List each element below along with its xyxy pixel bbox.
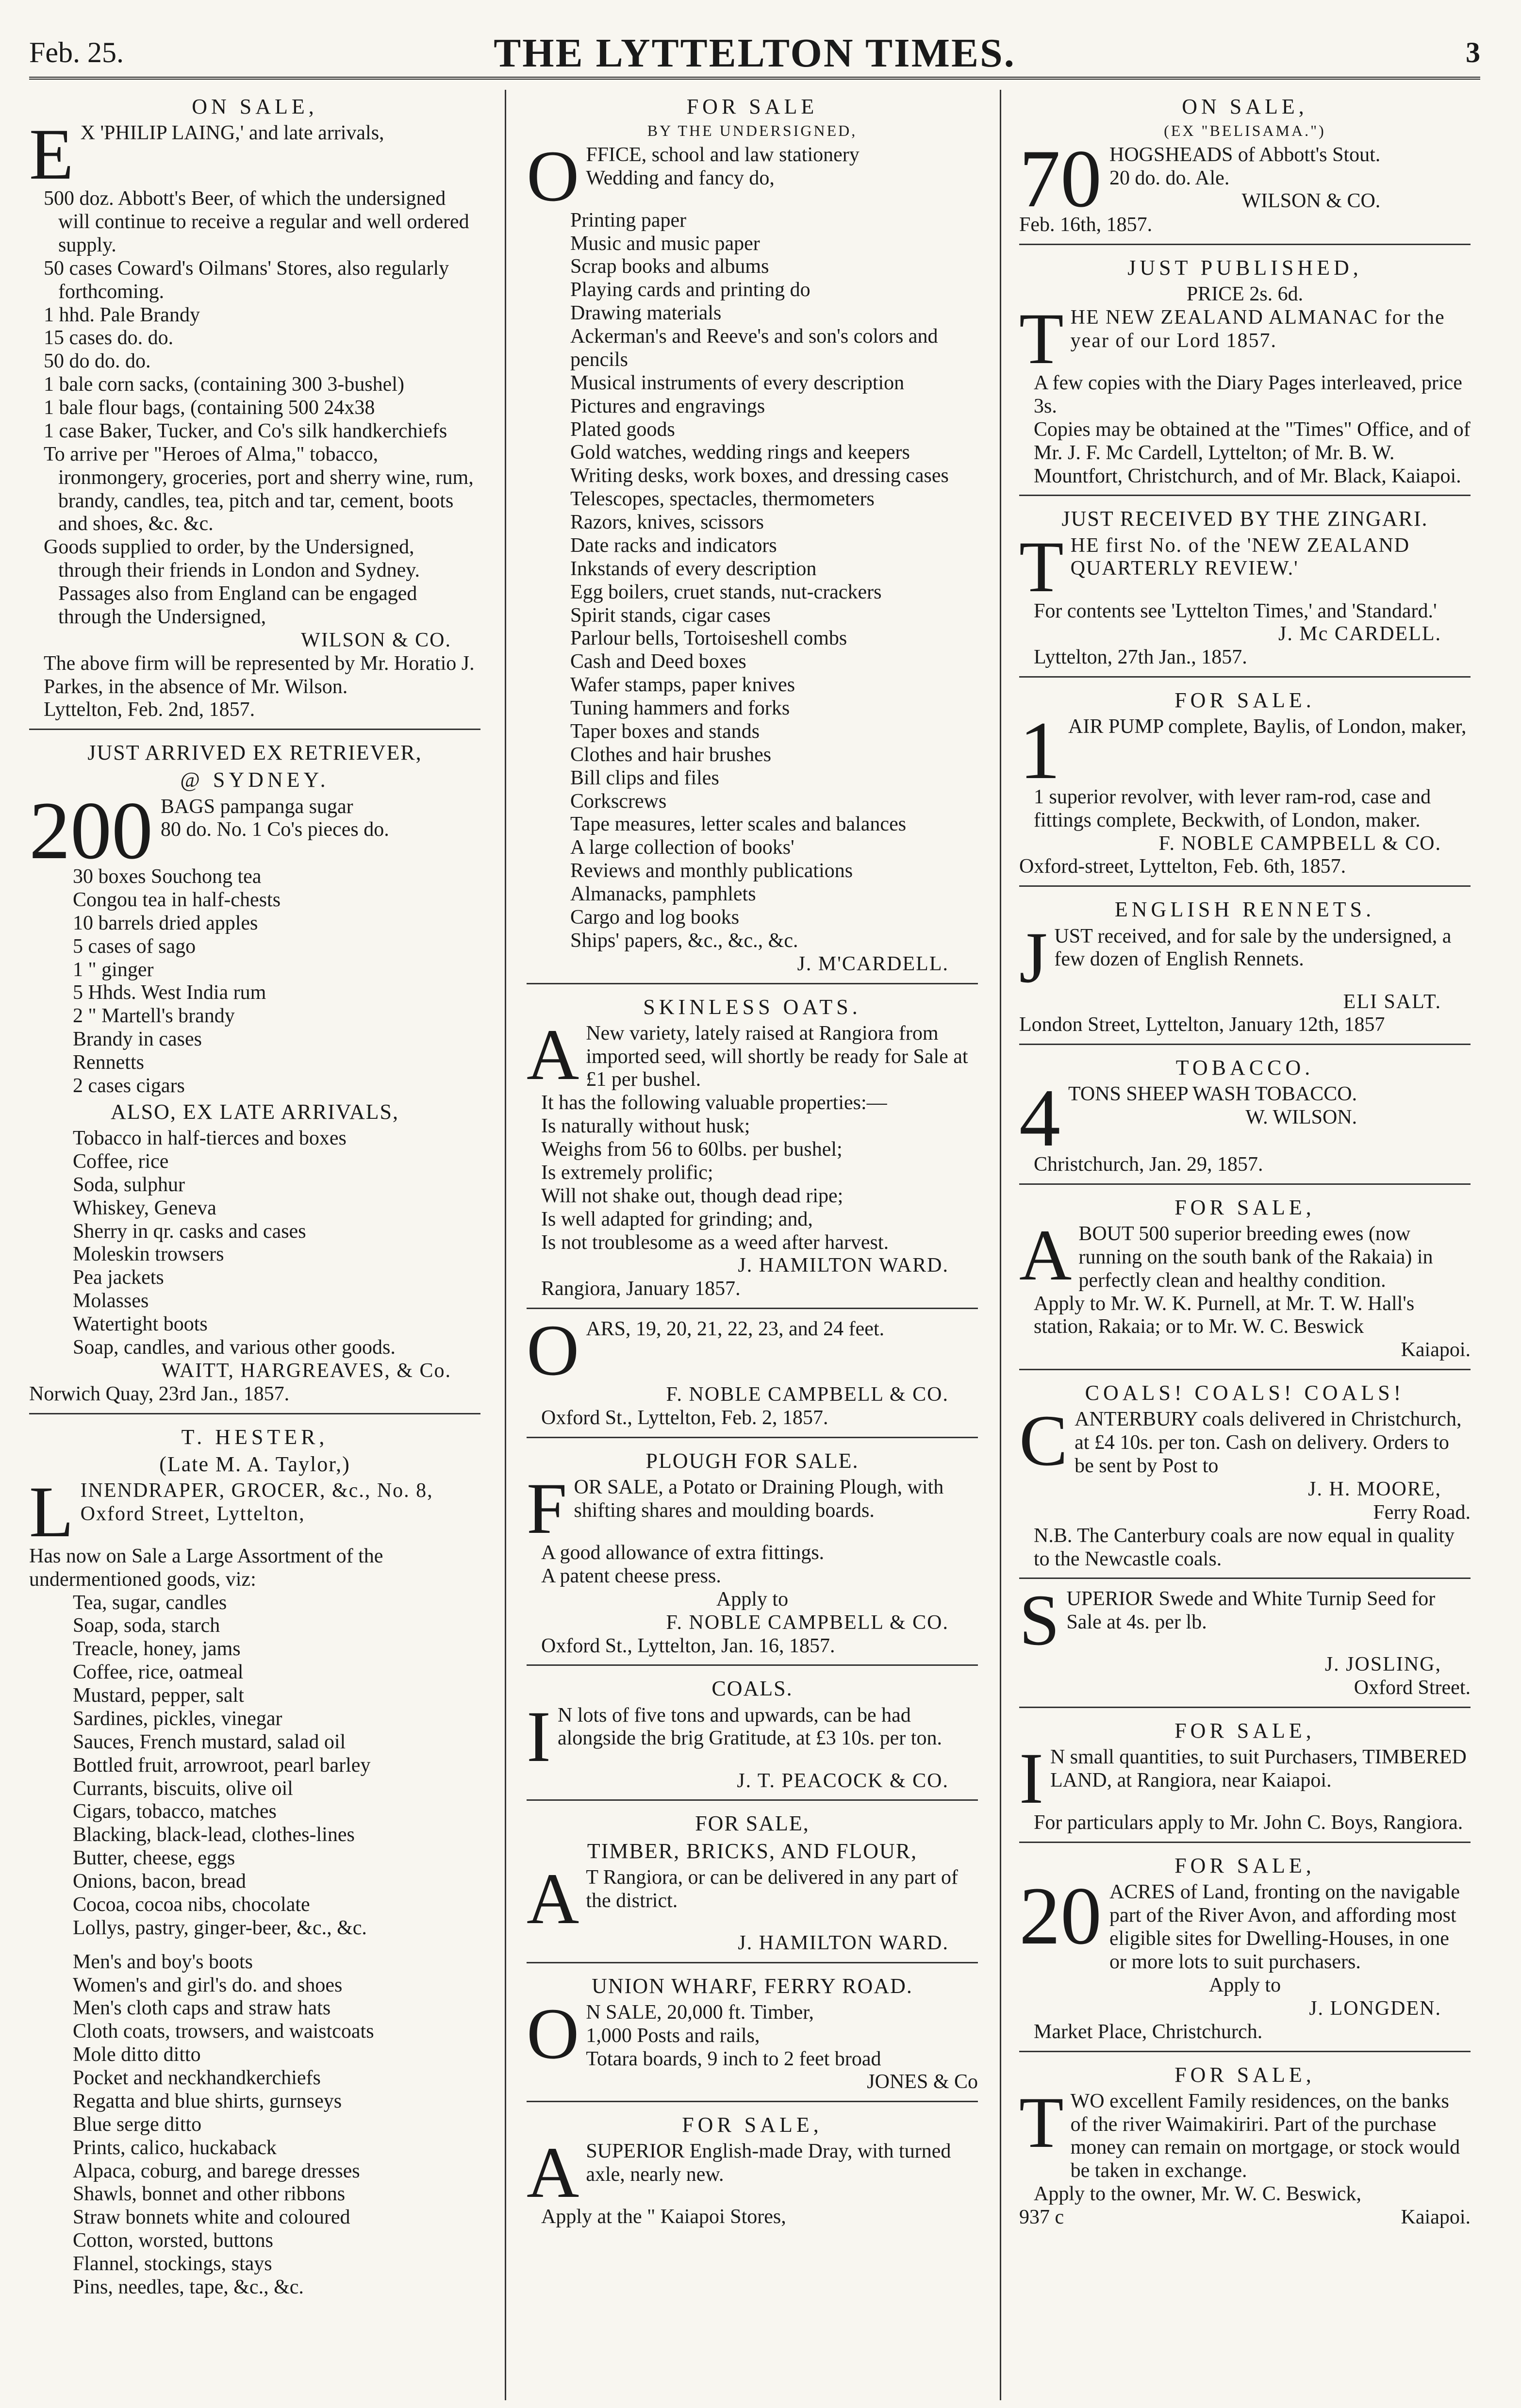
list-item: Mustard, pepper, salt (73, 1684, 244, 1707)
intro-lines (586, 2001, 881, 2071)
ad-heading: FOR SALE, (1174, 1719, 1315, 1743)
ad-coals-peacock (527, 1672, 978, 1801)
list-item: Bill clips and files (570, 766, 719, 789)
ad-intro (527, 1696, 978, 1777)
ad-intro (527, 1858, 978, 1939)
advertiser-name: WAITT, HARGREAVES, & Co. (161, 1359, 451, 1382)
ad-paragraph: Copies may be obtained at the "Times" Office, and of Mr. J. F. Mc Cardell, Lyttelton; of Mr. B. W. Mountfort, Christchurch, and of Mr. Black, Kaiapoi. (1034, 418, 1471, 487)
list-item: Mole ditto ditto (73, 2043, 201, 2066)
list-item: Drawing materials (570, 302, 722, 325)
intro-text: 80 do. No. 1 Co's pieces do. (161, 818, 389, 841)
ad-date: Oxford St., Lyttelton, Feb. 2, 1857. (541, 1407, 828, 1429)
advertiser-name: W. WILSON. (1245, 1106, 1357, 1129)
list-item: 1 bale flour bags, (containing 500 24x38 (44, 397, 375, 419)
column-rule (1000, 90, 1001, 2400)
list-item: 2 cases cigars (73, 1074, 185, 1097)
ad-intro (1019, 2082, 1471, 2183)
intro-text: ANTERBURY coals delivered in Christchurch, at £4 10s. per ton. Cash on delivery. Orders to be sent by Post to (1075, 1408, 1462, 1478)
intro-text: SUPERIOR English-made Dray, with turned axle, nearly new. (586, 2140, 951, 2186)
intro-text: UST received, and for sale by the undersigned, a few dozen of English Rennets. (1054, 925, 1452, 971)
ad-tobacco (1019, 1051, 1471, 1185)
list-item: Moleskin trowsers (73, 1243, 224, 1266)
list-item: Spirit stands, cigar cases (570, 604, 771, 627)
list-item: It has the following valuable properties:— (541, 1092, 887, 1114)
intro-text: HE NEW ZEALAND ALMANAC for the year of our Lord 1857. (1070, 306, 1445, 352)
ad-heading: PLOUGH FOR SALE. (645, 1448, 859, 1473)
drop-cap: T (1019, 299, 1064, 380)
goods-list (29, 1592, 480, 1940)
intro-text: 20 do. do. Ale. (1109, 166, 1230, 189)
ad-heading: JUST RECEIVED BY THE ZINGARI. (1061, 507, 1428, 531)
intro-text: N lots of five tons and upwards, can be had alongside the brig Gratitude, at £3 10s. per ton. (557, 1704, 942, 1750)
drop-cap: A (1019, 1214, 1072, 1295)
advertiser-name: J. HAMILTON WARD. (738, 1931, 949, 1954)
ad-heading: FOR SALE, (1174, 1854, 1315, 1878)
ad-intro (29, 1471, 480, 1552)
ad-heading: ON SALE, (192, 95, 318, 118)
intro-lines (1068, 1083, 1357, 1129)
ad-paragraph: For contents see 'Lyttelton Times,' and 'Standard.' (1034, 599, 1437, 622)
ad-oars (527, 1310, 978, 1438)
intro-text: TONS SHEEP WASH TOBACCO. (1068, 1083, 1357, 1106)
ad-intro (527, 135, 978, 216)
list-item: Sardines, pickles, vinegar (73, 1707, 282, 1730)
goods-list (527, 209, 978, 953)
list-item: 50 do do. do. (44, 350, 151, 373)
list-item: Soda, sulphur (73, 1173, 185, 1196)
column-rule (505, 90, 506, 2400)
ad-intro (29, 114, 480, 195)
ad-timbered-land (1019, 1714, 1471, 1843)
list-item: Coffee, rice (73, 1150, 169, 1173)
drop-cap: J (1019, 917, 1048, 998)
drop-cap: A (527, 1858, 579, 1939)
list-item: Plated goods (570, 418, 675, 441)
apply-to: Apply to (1208, 1974, 1281, 1996)
ad-intro (527, 1993, 978, 2074)
ad-subheading: TIMBER, BRICKS, AND FLOUR, (587, 1839, 918, 1863)
ad-air-pump (1019, 683, 1471, 887)
list-item: Pins, needles, tape, &c., &c. (73, 2275, 304, 2298)
ad-timber-bricks (527, 1807, 978, 1963)
list-item: A large collection of books' (570, 836, 794, 859)
list-item: Printing paper (570, 209, 687, 232)
intro-text: AIR PUMP complete, Baylis, of London, maker, (1068, 715, 1467, 738)
ad-heading: FOR SALE, (695, 1811, 810, 1836)
intro-text: X 'PHILIP LAING,' and late arrivals, (80, 122, 384, 145)
list-item: Goods supplied to order, by the Undersigned, through their friends in London and Sydney. Passages also from England can be engaged through the Undersigned, (44, 536, 420, 628)
ad-intro (527, 1310, 978, 1391)
ad-paragraph: Apply to the owner, Mr. W. C. Beswick, (1034, 2183, 1361, 2206)
ad-acres-avon (1019, 1849, 1471, 2052)
column-2 (527, 90, 978, 2242)
list-item: 1 bale corn sacks, (containing 300 3-bushel) (44, 373, 404, 396)
list-item: Date racks and indicators (570, 534, 777, 557)
issue-date: Feb. 25. (29, 36, 124, 68)
big-number: 70 (1019, 133, 1102, 224)
place: Ferry Road. (1373, 1501, 1471, 1524)
list-item: 1,000 Posts and rails, (586, 2024, 760, 2047)
intro-text: N small quantities, to suit Purchasers, TIMBERED LAND, at Rangiora, near Kaiapoi. (1050, 1746, 1467, 1792)
ad-subheading: (EX "BELISAMA.") (1164, 122, 1326, 140)
newspaper-title: THE LYTTELTON TIMES. (494, 31, 1016, 76)
list-item: Straw bonnets white and coloured (73, 2206, 350, 2229)
list-item: Bottled fruit, arrowroot, pearl barley (73, 1754, 371, 1777)
list-item: 1 hhd. Pale Brandy (44, 303, 200, 326)
ad-date: Feb. 16th, 1857. (1019, 214, 1153, 236)
list-item: Egg boilers, cruet stands, nut-crackers (570, 581, 882, 603)
list-item: Writing desks, work boxes, and dressing cases (570, 465, 949, 487)
list-item: Gold watches, wedding rings and keepers (570, 441, 910, 464)
advertiser-name: WILSON & CO. (301, 629, 451, 651)
ad-heading: FOR SALE, (682, 2113, 823, 2137)
big-number: 4 (1019, 1072, 1060, 1164)
column-1 (29, 90, 480, 2312)
ad-footer (1019, 2206, 1471, 2229)
ad-intro (1019, 1580, 1471, 1661)
list-item: Playing cards and printing do (570, 279, 810, 301)
list-item: Almanacks, pamphlets (570, 883, 756, 905)
list-item: Pocket and neckhandkerchiefs (73, 2067, 321, 2090)
list-item: Sauces, French mustard, salad oil (73, 1730, 346, 1753)
list-item: Taper boxes and stands (570, 720, 760, 743)
list-item: Molasses (73, 1290, 149, 1312)
list-item: Prints, calico, huckaback (73, 2136, 277, 2159)
list-item: Tape measures, letter scales and balances (570, 813, 907, 836)
list-item: Cash and Deed boxes (570, 650, 746, 673)
list-item: 2 " Martell's brandy (73, 1005, 235, 1028)
intro-text: ARS, 19, 20, 21, 22, 23, and 24 feet. (586, 1318, 885, 1341)
ad-intro (1019, 917, 1471, 998)
list-item: Tea, sugar, candles (73, 1591, 227, 1614)
ad-turnip-seed (1019, 1580, 1471, 1708)
price: PRICE 2s. 6d. (1186, 283, 1304, 306)
ad-heading: FOR SALE. (1174, 688, 1315, 713)
drop-cap: A (527, 2132, 579, 2213)
goods-list (29, 1127, 480, 1360)
ad-date: Lyttelton, 27th Jan., 1857. (1034, 646, 1247, 669)
list-item: Coffee, rice, oatmeal (73, 1661, 244, 1684)
drop-cap: O (527, 135, 579, 216)
list-item: Blue serge ditto (73, 2113, 202, 2136)
ad-quarterly-review (1019, 502, 1471, 678)
list-item: Is not troublesome as a weed after harvest. (541, 1231, 889, 1254)
place: Oxford Street. (1354, 1677, 1471, 1699)
ad-paragraph: A few copies with the Diary Pages interleaved, price 3s. (1034, 372, 1462, 417)
place: Market Place, Christchurch. (1034, 2020, 1263, 2043)
drop-cap: A (527, 1014, 579, 1095)
list-item: Alpaca, coburg, and barege dresses (73, 2159, 360, 2182)
advertiser-name: F. NOBLE CAMPBELL & CO. (666, 1611, 949, 1634)
drop-cap: S (1019, 1580, 1060, 1661)
list-item: Weighs from 56 to 60lbs. per bushel; (541, 1138, 843, 1161)
ad-skinless-oats (527, 990, 978, 1310)
ad-date: London Street, Lyttelton, January 12th, 1857 (1019, 1013, 1385, 1036)
ad-english-rennets (1019, 893, 1471, 1045)
ad-dray (527, 2108, 978, 2236)
list-item: Is naturally without husk; (541, 1115, 750, 1138)
place: Kaiapoi. (1401, 1339, 1471, 1362)
list-item: 5 Hhds. West India rum (73, 981, 266, 1004)
ad-date: Oxford-street, Lyttelton, Feb. 6th, 1857. (1019, 855, 1346, 878)
ad-intro (527, 2132, 978, 2213)
intro-lines (586, 144, 859, 190)
drop-cap: O (527, 1993, 579, 2074)
ad-subheading: (Late M. A. Taylor,) (159, 1452, 350, 1476)
list-item: Sherry in qr. casks and cases (73, 1220, 306, 1243)
drop-cap: L (29, 1471, 74, 1552)
list-item: Men's cloth caps and straw hats (73, 1997, 331, 2020)
advertiser-name: J. HAMILTON WARD. (738, 1254, 949, 1277)
list-item: Inkstands of every description (570, 557, 817, 580)
ad-retriever (29, 736, 480, 1414)
list-item: Is well adapted for grinding; and, (541, 1208, 813, 1230)
ad-paragraph: 1 superior revolver, with lever ram-rod, case and fittings complete, Beckwith, of London, maker. (1034, 785, 1431, 831)
list-item: Music and music paper (570, 232, 760, 255)
list-item: Tobacco in half-tierces and boxes (73, 1127, 347, 1149)
ad-heading: ENGLISH RENNETS. (1114, 897, 1375, 922)
list-item: Watertight boots (73, 1313, 208, 1335)
list-item: Regatta and blue shirts, gurnseys (73, 2090, 342, 2112)
list-item: 1 case Baker, Tucker, and Co's silk handkerchiefs (44, 419, 447, 442)
list-item: Cloth coats, trowsers, and waistcoats (73, 2020, 374, 2043)
ad-intro (1019, 133, 1471, 224)
ad-intro (1019, 1738, 1471, 1819)
intro-text: INENDRAPER, GROCER, &c., No. 8, Oxford Street, Lyttelton, (80, 1479, 433, 1525)
list-item: Currants, biscuits, olive oil (73, 1777, 293, 1800)
ad-subheading: ALSO, EX LATE ARRIVALS, (110, 1099, 399, 1124)
intro-text: HOGSHEADS of Abbott's Stout. (1109, 143, 1381, 166)
ad-heading: ON SALE, (1182, 95, 1308, 118)
big-number: 1 (1019, 705, 1060, 797)
list-item: Onions, bacon, bread (73, 1870, 246, 1893)
ad-abbotts-stout (1019, 90, 1471, 245)
apply-to: Apply to (716, 1588, 789, 1611)
list-item: To arrive per "Heroes of Alma," tobacco, ironmongery, groceries, port and sherry wine, rum, brandy, candles, tea, pitch and tar, cement, boots and shoes, &c. &c. (44, 443, 474, 535)
list-item: Congou tea in half-chests (73, 888, 281, 911)
advertiser-name: ELI SALT. (1343, 990, 1441, 1013)
intro-text: WO excellent Family residences, on the banks of the river Waimakiriri. Part of the purchase money can remain on mortgage, or stock would be taken in exchange. (1070, 2090, 1460, 2182)
ad-almanac (1019, 251, 1471, 496)
ad-heading: T. HESTER, (181, 1425, 329, 1449)
ad-intro (1019, 299, 1471, 380)
list-item: Will not shake out, though dead ripe; (541, 1184, 843, 1207)
ad-hester (29, 1420, 480, 2306)
list-item: Reviews and monthly publications (570, 860, 853, 882)
intro-text: BAGS pampanga sugar (161, 795, 353, 818)
page-number: 3 (1466, 36, 1480, 68)
list-item: 1 " ginger (73, 958, 154, 981)
ad-heading: FOR SALE, (1174, 1195, 1315, 1219)
apply-to: Apply at the " Kaiapoi Stores, (541, 2206, 786, 2228)
advertiser-name: J. JOSLING, (1324, 1653, 1441, 1676)
ad-heading: TOBACCO. (1175, 1056, 1314, 1080)
ad-canterbury-coals (1019, 1376, 1471, 1579)
ad-date: Rangiora, January 1857. (541, 1278, 741, 1300)
list-item: Soap, soda, starch (73, 1614, 220, 1637)
list-item: 500 doz. Abbott's Beer, of which the undersigned will continue to receive a regular and well ordered supply. (44, 187, 469, 256)
list-item: Wafer stamps, paper knives (570, 674, 795, 697)
advertiser-name: J. LONGDEN. (1309, 1997, 1441, 2020)
ad-date: Norwich Quay, 23rd Jan., 1857. (29, 1382, 290, 1405)
ad-date: Lyttelton, Feb. 2nd, 1857. (44, 698, 255, 721)
intro-text: FFICE, school and law stationery (586, 143, 860, 166)
list-item: Corkscrews (570, 790, 667, 813)
list-item: Razors, knives, scissors (570, 511, 764, 533)
list-item: 30 boxes Souchong tea (73, 865, 262, 888)
ad-stationery (527, 90, 978, 984)
drop-cap: T (1019, 526, 1064, 607)
intro-text: ACRES of Land, fronting on the navigable part of the River Avon, and affording most eligible sites for Dwelling-Houses, in one or more lots to suit purchasers. (1109, 1881, 1460, 1974)
list-item: Tuning hammers and forks (570, 697, 790, 719)
ad-date: Oxford St., Lyttelton, Jan. 16, 1857. (541, 1634, 835, 1657)
list-item: Whiskey, Geneva (73, 1196, 216, 1219)
advertiser-name: J. H. MOORE, (1308, 1478, 1441, 1500)
list-item: Cargo and log books (570, 906, 740, 929)
ad-heading: COALS. (711, 1677, 793, 1701)
ad-intro (29, 784, 480, 876)
list-item: Parlour bells, Tortoiseshell combs (570, 627, 847, 650)
ad-note: N.B. The Canterbury coals are now equal in quality to the Newcastle coals. (1034, 1524, 1455, 1570)
list-item: Totara boards, 9 inch to 2 feet broad (586, 2047, 881, 2070)
intro-text: New variety, lately raised at Rangiora from imported seed, will shortly be ready for Sale at £1 per bushel. (586, 1022, 968, 1091)
advertiser-name: J. M'CARDELL. (797, 952, 949, 975)
list-item: Butter, cheese, eggs (73, 1847, 235, 1870)
list-item: Pea jackets (73, 1266, 164, 1289)
list-item: Cotton, worsted, buttons (73, 2229, 274, 2252)
list-item: 15 cases do. do. (44, 327, 174, 349)
list-item: 10 barrels dried apples (73, 912, 258, 934)
list-item: Brandy in cases (73, 1028, 202, 1051)
intro-text: BOUT 500 superior breeding ewes (now running on the south bank of the Rakaia) in perfectly clean and healthy condition. (1078, 1222, 1433, 1292)
list-item: Soap, candles, and various other goods. (73, 1336, 396, 1359)
list-item: Is extremely prolific; (541, 1161, 713, 1184)
list-item: 50 cases Coward's Oilmans' Stores, also regularly forthcoming. (44, 257, 449, 303)
ad-subheading: BY THE UNDERSIGNED, (647, 122, 858, 140)
list-item: Men's and boy's boots (73, 1950, 253, 1973)
drop-cap: I (527, 1696, 551, 1777)
list-item: Telescopes, spectacles, thermometers (570, 488, 875, 511)
advertiser-name: WILSON & CO. (1241, 190, 1381, 213)
advertiser-name: JONES & Co (867, 2071, 978, 2093)
ad-paragraph: For particulars apply to Mr. John C. Boys, Rangiora. (1034, 1811, 1463, 1834)
intro-text: T Rangiora, or can be delivered in any part of the district. (586, 1866, 958, 1912)
ad-intro (1019, 1870, 1471, 1974)
list-item: Musical instruments of every description (570, 371, 905, 394)
advertiser-name: F. NOBLE CAMPBELL & CO. (1158, 832, 1441, 855)
list-item: A patent cheese press. (541, 1564, 721, 1587)
drop-cap: E (29, 114, 74, 195)
list-item: Pictures and engravings (570, 395, 765, 417)
list-item: Flannel, stockings, stays (73, 2253, 272, 2275)
drop-cap: F (527, 1468, 567, 1549)
ad-subheading: @ SYDNEY. (180, 768, 330, 792)
list-item: Cocoa, cocoa nibs, chocolate (73, 1893, 310, 1916)
ad-note: The above firm will be represented by Mr. Horatio J. Parkes, in the absence of Mr. Wilson. (44, 652, 475, 698)
ad-heading: UNION WHARF, FERRY ROAD. (592, 1974, 913, 1998)
ad-intro (1019, 1400, 1471, 1481)
list-item: Lollys, pastry, ginger-beer, &c., &c. (73, 1916, 367, 1939)
list-item: Cigars, tobacco, matches (73, 1800, 277, 1823)
big-number: 20 (1019, 1870, 1102, 1962)
ad-intro (1019, 526, 1471, 607)
intro-text: Wedding and fancy do, (586, 166, 775, 189)
ad-heading: COALS! COALS! COALS! (1085, 1381, 1405, 1405)
goods-list (29, 865, 480, 1098)
list-item: Rennetts (73, 1051, 144, 1074)
ad-lead: Has now on Sale a Large Assortment of the undermentioned goods, viz: (29, 1544, 383, 1591)
list-item: Scrap books and albums (570, 255, 769, 278)
ad-philip-laing (29, 90, 480, 730)
intro-text: OR SALE, a Potato or Draining Plough, with shifting shares and moulding boards. (574, 1476, 944, 1522)
list-item: Shawls, bonnet and other ribbons (73, 2183, 346, 2206)
ad-intro (527, 1468, 978, 1549)
ad-heading: FOR SALE, (1174, 2062, 1315, 2087)
advertiser-name: J. T. PEACOCK & CO. (737, 1769, 949, 1792)
drop-cap: O (527, 1310, 579, 1391)
intro-text: UPERIOR Swede and White Turnip Seed for Sale at 4s. per lb. (1066, 1588, 1436, 1634)
drop-cap: T (1019, 2082, 1064, 2163)
list-item: Women's and girl's do. and shoes (73, 1974, 343, 1996)
intro-text: HE first No. of the 'NEW ZEALAND QUARTERLY REVIEW.' (1070, 534, 1410, 580)
list-item: Treacle, honey, jams (73, 1638, 241, 1661)
ad-heading: FOR SALE (686, 95, 818, 118)
ad-intro (1019, 705, 1471, 797)
ad-code: 937 c (1019, 2206, 1064, 2229)
list-item: Ships' papers, &c., &c., &c. (570, 929, 798, 952)
ad-heading: JUST PUBLISHED, (1127, 256, 1362, 280)
drop-cap: I (1019, 1738, 1043, 1819)
ad-date: Christchurch, Jan. 29, 1857. (1034, 1153, 1263, 1176)
ad-intro (1019, 1072, 1471, 1164)
ad-union-wharf (527, 1969, 978, 2103)
list-item: Blacking, black-lead, clothes-lines (73, 1824, 355, 1846)
intro-lines (1109, 144, 1380, 214)
ad-heading: SKINLESS OATS. (643, 995, 861, 1019)
goods-list (29, 1951, 480, 2299)
intro-text: N SALE, 20,000 ft. Timber, (586, 2001, 814, 2024)
intro-lines (161, 796, 389, 842)
place: Kaiapoi. (1401, 2206, 1471, 2229)
big-number: 200 (29, 784, 153, 876)
spacer (29, 1940, 480, 1951)
masthead (29, 23, 1480, 80)
list-item: Clothes and hair brushes (570, 743, 772, 766)
column-3 (1019, 90, 1471, 2242)
list-item: A good allowance of extra fittings. (541, 1542, 825, 1564)
ad-intro (527, 1014, 978, 1095)
advertiser-name: J. Mc CARDELL. (1278, 623, 1441, 646)
drop-cap: C (1019, 1400, 1068, 1481)
ad-intro (1019, 1214, 1471, 1295)
ad-heading: JUST ARRIVED EX RETRIEVER, (87, 741, 422, 765)
ad-family-residences (1019, 2058, 1471, 2236)
list-item: Ackerman's and Reeve's and son's colors and pencils (570, 325, 938, 371)
advertiser-name: F. NOBLE CAMPBELL & CO. (666, 1383, 949, 1406)
ad-plough (527, 1444, 978, 1666)
ad-paragraph: Apply to Mr. W. K. Purnell, at Mr. T. W. Hall's station, Rakaia; or to Mr. W. C. Beswick (1034, 1292, 1415, 1338)
ad-breeding-ewes (1019, 1191, 1471, 1370)
list-item: 5 cases of sago (73, 935, 196, 958)
